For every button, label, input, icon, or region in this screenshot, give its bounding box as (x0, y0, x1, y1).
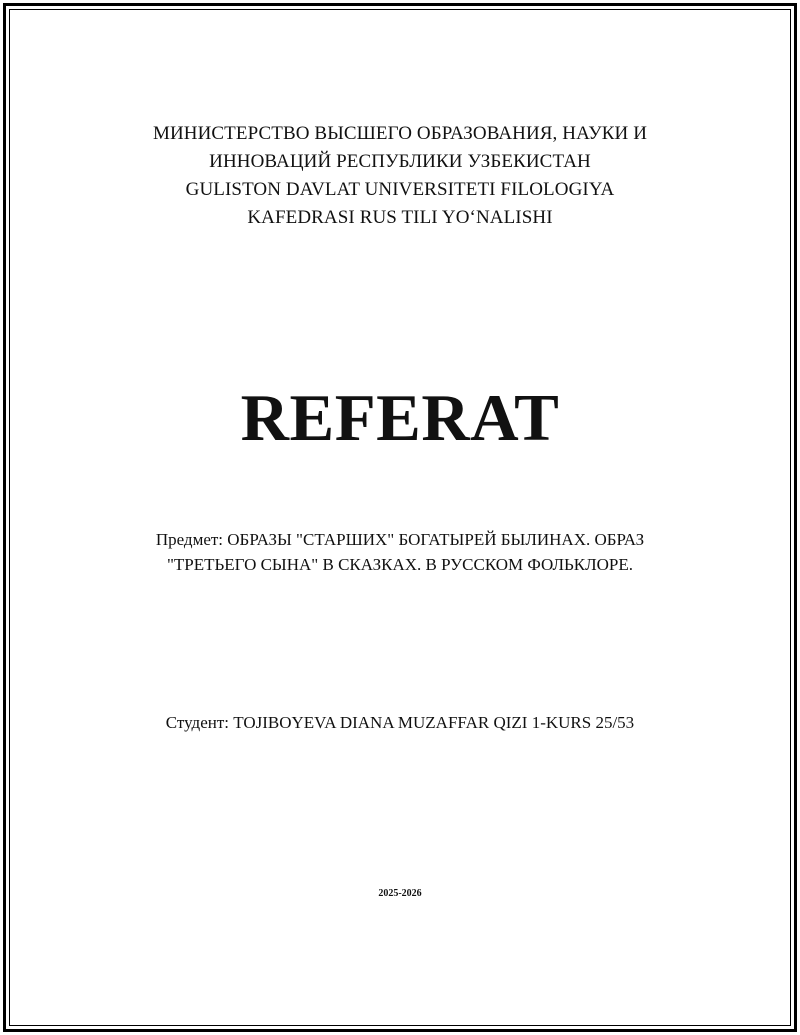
header-line-ministry: МИНИСТЕРСТВО ВЫСШЕГО ОБРАЗОВАНИЯ, НАУКИ И (152, 123, 648, 144)
subject-line-2: "ТРЕТЬЕГО СЫНА" В СКАЗКАХ. В РУССКОМ ФОЛЬКЛОРЕ. (166, 555, 634, 574)
subject-block (60, 527, 740, 577)
header-line-university: GULISTON DAVLAT UNIVERSITETI FILOLOGIYA (185, 179, 615, 200)
subject-line-1: Предмет: ОБРАЗЫ "СТАРШИХ" БОГАТЫРЕЙ БЫЛИНАХ. ОБРАЗ (155, 530, 645, 549)
institution-header (60, 120, 740, 232)
header-line-republic: ИННОВАЦИЙ РЕСПУБЛИКИ УЗБЕКИСТАН (209, 151, 591, 172)
document-title: REFERAT (240, 381, 560, 455)
student-line: Студент: TOJIBOYEVA DIANA MUZAFFAR QIZI 1-KURS 25/53 (165, 713, 635, 732)
academic-year: 2025-2026 (378, 888, 422, 899)
header-line-department: KAFEDRASI RUS TILI YO‘NALISHI (247, 207, 553, 228)
